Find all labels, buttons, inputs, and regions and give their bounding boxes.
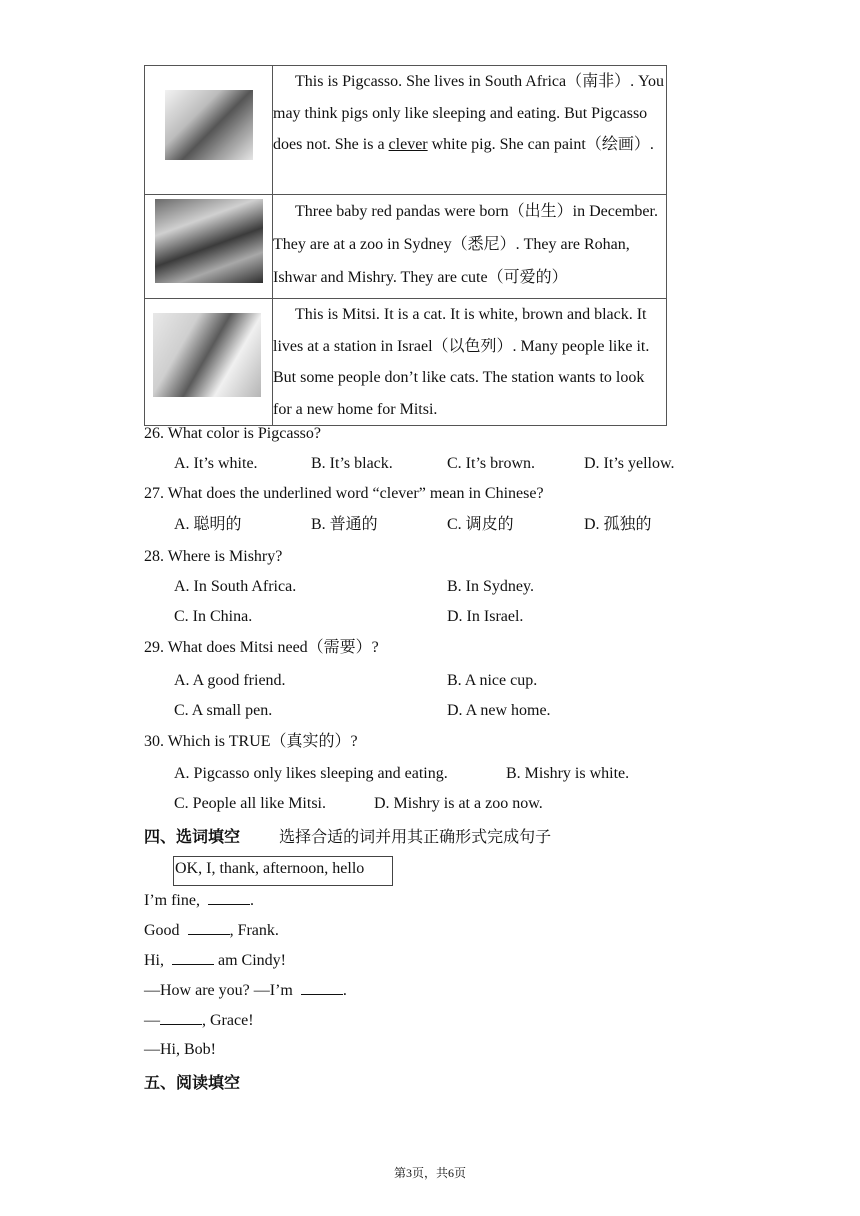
q26-option-a[interactable]: A. It’s white. [174,455,258,472]
q27-option-b[interactable]: B. 普通的 [311,516,378,533]
q29-option-b[interactable]: B. A nice cup. [447,672,538,689]
question-30: 30. Which is TRUE（真实的）? [144,733,358,750]
fill-line-4: —How are you? —I’m . [144,982,347,999]
q27-option-d[interactable]: D. 孤独的 [584,516,652,533]
q26-option-c[interactable]: C. It’s brown. [447,455,535,472]
fill-line-2: Good , Frank. [144,922,279,939]
passage-2-text: Three baby red pandas were born（出生）in December. They are at a zoo in Sydney（悉尼）. They are Rohan, Ishwar and Mishry. They are cute（可爱的） [273,195,667,299]
q27-option-c[interactable]: C. 调皮的 [447,516,514,533]
q28-option-d[interactable]: D. In Israel. [447,608,524,625]
passage-2-image-cell [145,195,273,299]
cat-photo [153,313,261,397]
q28-option-a[interactable]: A. In South Africa. [174,578,297,595]
pig-painting-photo [165,90,253,160]
question-27: 27. What does the underlined word “clever” mean in Chinese? [144,485,544,502]
q29-option-c[interactable]: C. A small pen. [174,702,273,719]
fill-line-1: I’m fine, . [144,892,254,909]
question-29: 29. What does Mitsi need（需要）? [144,639,379,656]
blank-4[interactable] [301,980,343,995]
red-pandas-photo [155,199,263,283]
blank-2[interactable] [188,920,230,935]
section-4-instruction: 选择合适的词并用其正确形式完成句子 [279,827,552,846]
section-4-heading [144,824,551,847]
q26-option-d[interactable]: D. It’s yellow. [584,455,675,472]
blank-1[interactable] [208,890,250,905]
q30-option-b[interactable]: B. Mishry is white. [506,765,630,782]
passage-1-image-cell [145,66,273,195]
question-28: 28. Where is Mishry? [144,548,283,565]
q29-option-d[interactable]: D. A new home. [447,702,551,719]
passage-1-text: This is Pigcasso. She lives in South Africa（南非）. You may think pigs only like sleeping and eating. But Pigcasso does not. She is a clever white pig. She can paint（绘画）. [273,66,667,195]
underlined-word-clever: clever [388,136,428,153]
q30-option-d[interactable]: D. Mishry is at a zoo now. [374,795,543,812]
q29-option-a[interactable]: A. A good friend. [174,672,286,689]
passage-table [144,65,667,426]
q30-option-a[interactable]: A. Pigcasso only likes sleeping and eating. [174,765,448,782]
blank-5[interactable] [160,1010,202,1025]
q28-option-c[interactable]: C. In China. [174,608,253,625]
section-4-title: 四、选词填空 [144,827,241,846]
fill-line-5: — , Grace! [144,1012,254,1029]
question-26: 26. What color is Pigcasso? [144,425,322,442]
q27-option-a[interactable]: A. 聪明的 [174,516,242,533]
word-box-text: OK, I, thank, afternoon, hello [175,860,365,877]
q30-option-c[interactable]: C. People all like Mitsi. [174,795,326,812]
fill-line-6: —Hi, Bob! [144,1041,216,1058]
passage-3-text: This is Mitsi. It is a cat. It is white, brown and black. It lives at a station in Israel（以色列）. Many people like it. But some people don’t like cats. The station wants to look for a new home for Mitsi. [273,299,667,426]
q26-option-b[interactable]: B. It’s black. [311,455,393,472]
blank-3[interactable] [172,950,214,965]
q28-option-b[interactable]: B. In Sydney. [447,578,534,595]
page-footer: 第3页，共6页 [393,1166,466,1180]
section-5-title: 五、阅读填空 [144,1073,241,1092]
fill-line-3: Hi, am Cindy! [144,952,286,969]
word-box [173,856,393,886]
passage-3-image-cell [145,299,273,426]
